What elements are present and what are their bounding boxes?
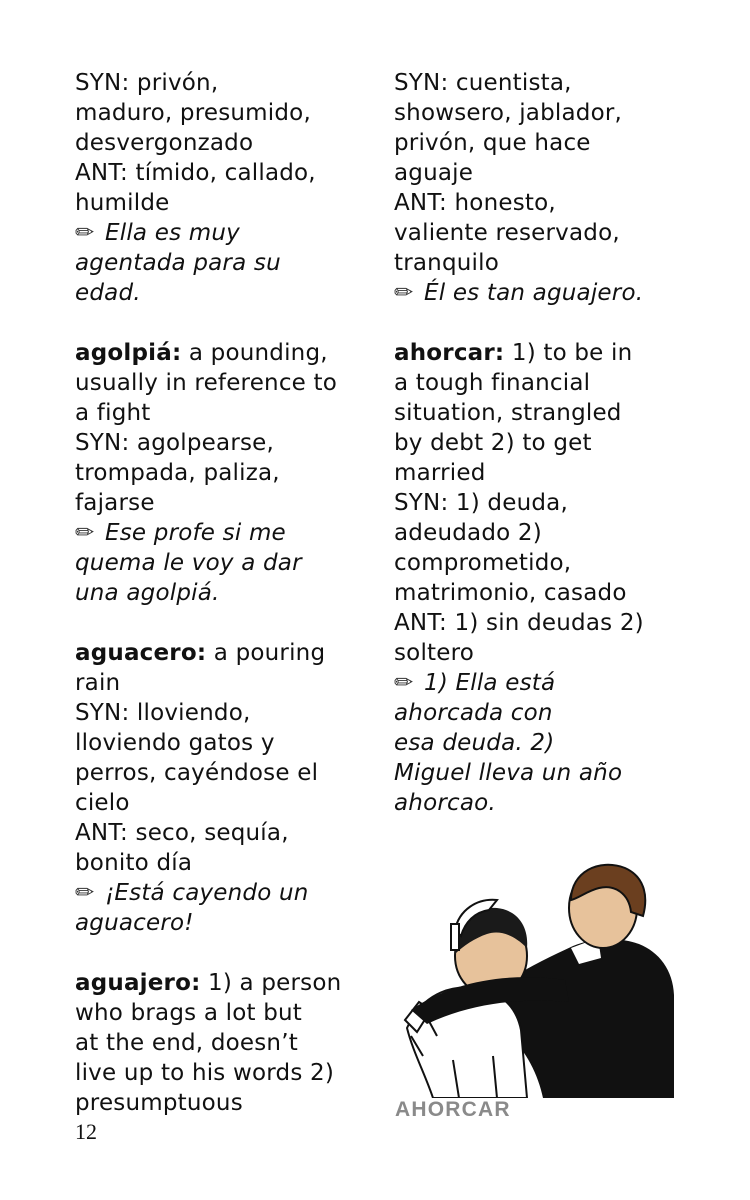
definition-line: married bbox=[394, 460, 486, 486]
antonyms-line: ANT: seco, sequía, bbox=[75, 820, 289, 846]
antonyms-line: ANT: 1) sin deudas 2) bbox=[394, 610, 644, 636]
example-line: edad. bbox=[75, 280, 141, 306]
example-line: una agolpiá. bbox=[75, 580, 220, 606]
synonyms-line: SYN: 1) deuda, bbox=[394, 490, 568, 516]
definition-line: situation, strangled bbox=[394, 400, 622, 426]
definition-line: usually in reference to bbox=[75, 370, 338, 396]
example-line: ✏ ¡Está cayendo un bbox=[75, 880, 309, 906]
entry-ahorcar: ahorcar: 1) to be in bbox=[394, 340, 633, 366]
pencil-icon: ✏ bbox=[75, 520, 95, 546]
example-line: ahorcada con bbox=[394, 700, 553, 726]
left-column bbox=[75, 68, 375, 1118]
synonyms-line: trompada, paliza, bbox=[75, 460, 280, 486]
definition-line: who brags a lot but bbox=[75, 1000, 303, 1026]
antonyms-line: humilde bbox=[75, 190, 170, 216]
example-line: Miguel lleva un año bbox=[394, 760, 623, 786]
synonyms-line: lloviendo gatos y bbox=[75, 730, 275, 756]
antonyms-line: ANT: honesto, bbox=[394, 190, 556, 216]
page-number: 12 bbox=[75, 1119, 97, 1144]
headword: aguajero: bbox=[75, 970, 201, 996]
synonyms-line: perros, cayéndose el bbox=[75, 760, 319, 786]
example-line: ✏ 1) Ella está bbox=[394, 670, 556, 696]
synonyms-line: adeudado 2) bbox=[394, 520, 542, 546]
headword: aguacero: bbox=[75, 640, 207, 666]
synonyms-line: fajarse bbox=[75, 490, 155, 516]
synonyms-line: cielo bbox=[75, 790, 130, 816]
definition-line: a fight bbox=[75, 400, 151, 426]
synonyms-line: SYN: cuentista, bbox=[394, 70, 572, 96]
definition-line: a tough financial bbox=[394, 370, 591, 396]
definition-line: live up to his words 2) bbox=[75, 1060, 335, 1086]
definition-line: by debt 2) to get bbox=[394, 430, 592, 456]
synonyms-line: comprometido, bbox=[394, 550, 572, 576]
example-line: ✏ Ella es muy bbox=[75, 220, 240, 246]
synonyms-line: privón, que hace bbox=[394, 130, 591, 156]
synonyms-line: maduro, presumido, bbox=[75, 100, 311, 126]
example-line: agentada para su bbox=[75, 250, 281, 276]
synonyms-line: SYN: lloviendo, bbox=[75, 700, 251, 726]
pencil-icon: ✏ bbox=[394, 280, 414, 306]
wedding-couple-illustration bbox=[393, 860, 675, 1098]
definition-line: at the end, doesn’t bbox=[75, 1030, 298, 1056]
antonyms-line: valiente reservado, bbox=[394, 220, 620, 246]
example-line: esa deuda. 2) bbox=[394, 730, 555, 756]
antonyms-line: soltero bbox=[394, 640, 475, 666]
entry-agolpia: agolpiá: a pounding, bbox=[75, 340, 328, 366]
example-line: aguacero! bbox=[75, 910, 194, 936]
definition-line: rain bbox=[75, 670, 121, 696]
entry-aguacero: aguacero: a pouring bbox=[75, 640, 326, 666]
pencil-icon: ✏ bbox=[75, 220, 95, 246]
example-line: ahorcao. bbox=[394, 790, 496, 816]
synonyms-line: SYN: agolpearse, bbox=[75, 430, 275, 456]
synonyms-line: SYN: privón, bbox=[75, 70, 219, 96]
example-line: ✏ Él es tan aguajero. bbox=[394, 280, 644, 306]
antonyms-line: tranquilo bbox=[394, 250, 499, 276]
antonyms-line: ANT: tímido, callado, bbox=[75, 160, 316, 186]
pencil-icon: ✏ bbox=[75, 880, 95, 906]
synonyms-line: desvergonzado bbox=[75, 130, 254, 156]
illustration-caption: AHORCAR bbox=[395, 1098, 511, 1121]
entry-aguajero: aguajero: 1) a person bbox=[75, 970, 342, 996]
example-line: ✏ Ese profe si me bbox=[75, 520, 286, 546]
headword: agolpiá: bbox=[75, 340, 182, 366]
headword: ahorcar: bbox=[394, 340, 505, 366]
synonyms-line: showsero, jablador, bbox=[394, 100, 623, 126]
synonyms-line: matrimonio, casado bbox=[394, 580, 627, 606]
pencil-icon: ✏ bbox=[394, 670, 414, 696]
synonyms-line: aguaje bbox=[394, 160, 474, 186]
example-line: quema le voy a dar bbox=[75, 550, 302, 576]
definition-line: presumptuous bbox=[75, 1090, 243, 1116]
antonyms-line: bonito día bbox=[75, 850, 193, 876]
right-column bbox=[394, 68, 694, 818]
